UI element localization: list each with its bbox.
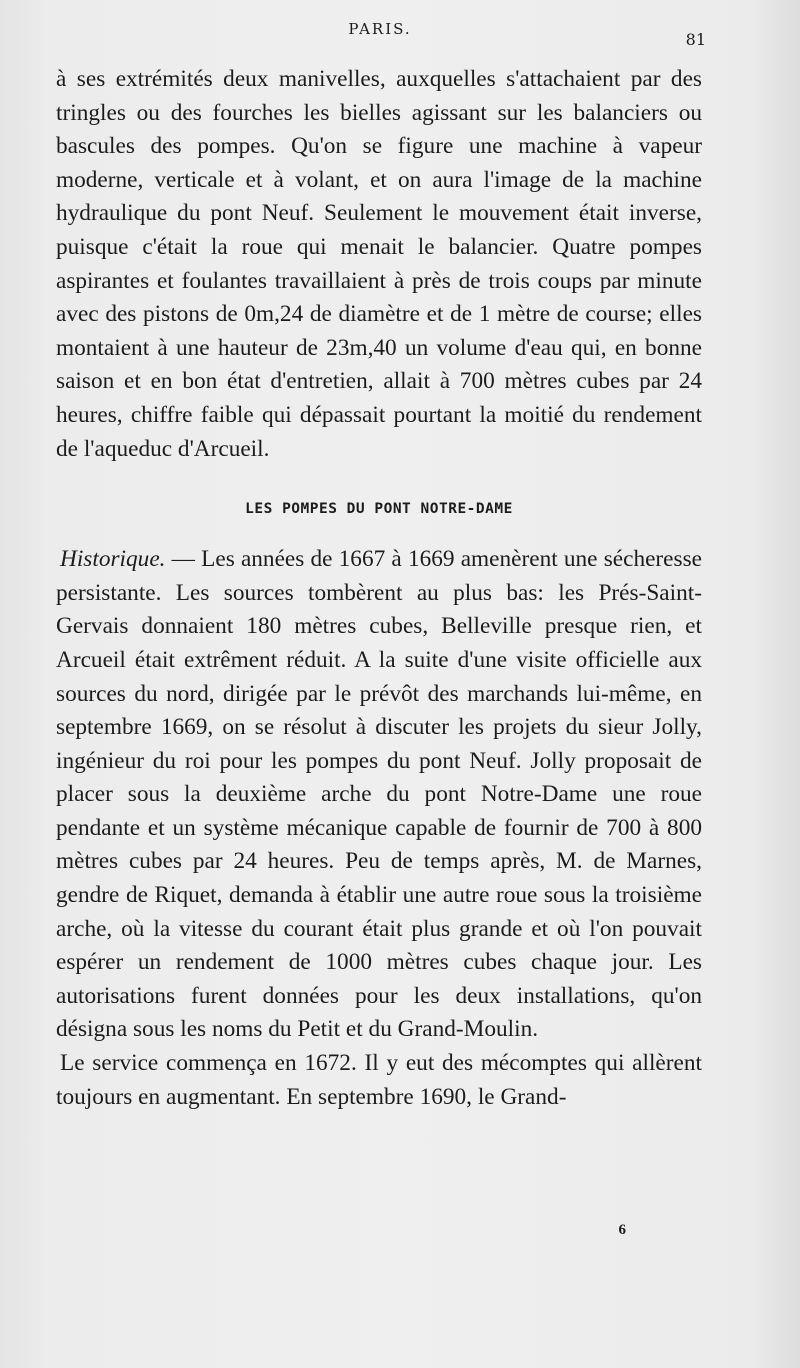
- paragraph-continued: à ses extrémités deux manivelles, auxquelles s'attachaient par des tringles ou des fourches les bielles agissant sur les balanciers ou bascules des pompes. Qu'on se figure une machine à vapeur moderne, verticale et à volant, et on aura l'image de la machine hydraulique du pont Neuf. Seulement le mouvement était inverse, puisque c'était la roue qui menait le balancier. Quatre pompes aspirantes et foulantes travaillaient à près de trois coups par minute avec des pistons de 0m,24 de diamètre et de 1 mètre de course; elles montaient à une hauteur de 23m,40 un volume d'eau qui, en bonne saison et en bon état d'entretien, allait à 700 mètres cubes par 24 heures, chiffre faible qui dépassait pourtant la moitié du rendement de l'aqueduc d'Arcueil.: [56, 66, 702, 462]
- signature-mark: 6: [618, 1222, 626, 1238]
- paragraph-historique: [56, 543, 702, 1047]
- page-number: 81: [685, 30, 706, 49]
- paragraph-lead: Historique.: [60, 546, 166, 573]
- paragraph-service: [56, 1047, 702, 1114]
- page-header: [60, 20, 706, 50]
- paragraph-historique-text: — Les années de 1667 à 1669 amenèrent une sécheresse persistante. Les sources tombèrent au plus bas: les Prés-Saint-Gervais donnaient 180 mètres cubes, Belleville presque rien, et Arcueil était extrêment réduit. A la suite d'une visite officielle aux sources du nord, dirigée par le prévôt des marchands lui-même, en septembre 1669, on se résolut à discuter les projets du sieur Jolly, ingénieur du roi pour les pompes du pont Neuf. Jolly proposait de placer sous la deuxième arche du pont Notre-Dame une roue pendante et un système mécanique capable de fournir de 700 à 800 mètres cubes par 24 heures. Peu de temps après, M. de Marnes, gendre de Riquet, demanda à établir une autre roue sous la troisième arche, où la vitesse du courant était plus grande et où l'on pouvait espérer un rendement de 1000 mètres cubes chaque jour. Les autorisations furent données pour les deux installations, qu'on désigna sous les noms du Petit et du Grand-Moulin.: [56, 546, 702, 1043]
- section-heading: LES POMPES DU PONT NOTRE-DAME: [245, 501, 513, 518]
- running-head: PARIS.: [348, 20, 412, 38]
- paragraph-service-text: Le service commença en 1672. Il y eut des mécomptes qui allèrent toujours en augmentant. En septembre 1690, le Grand-: [56, 1050, 702, 1110]
- body-text: [56, 63, 702, 1114]
